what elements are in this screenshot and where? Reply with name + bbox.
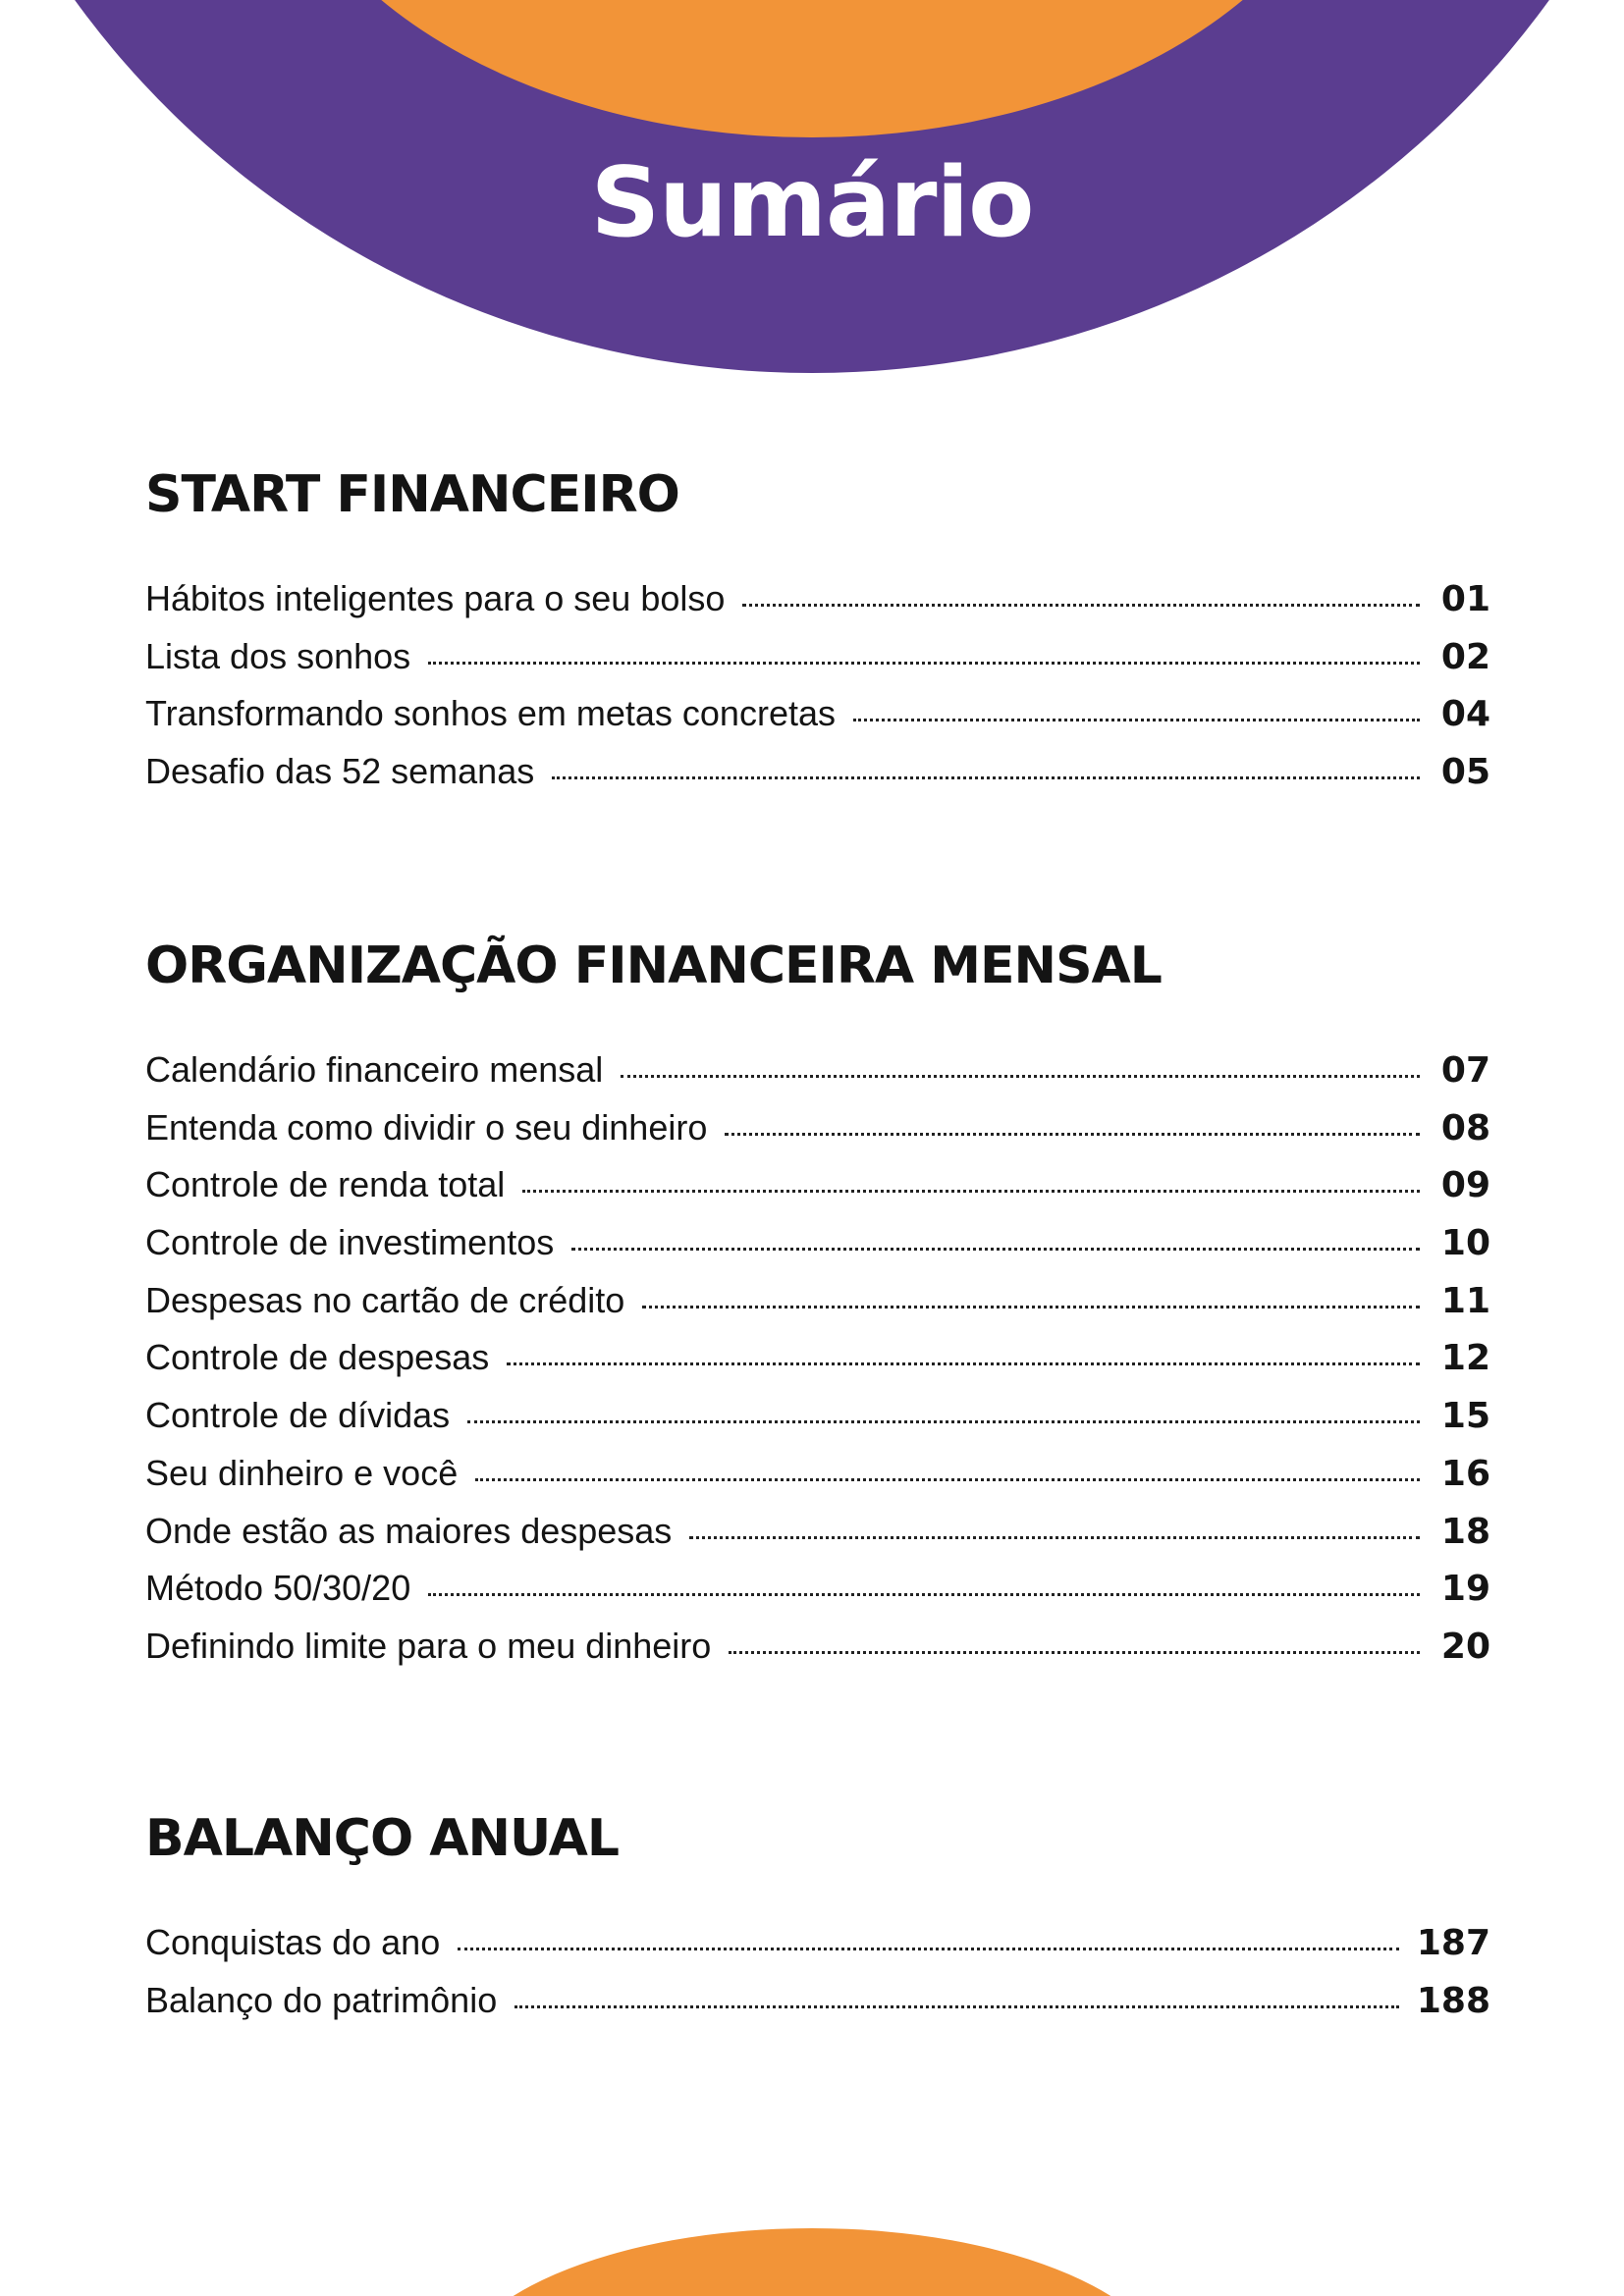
toc-entry[interactable] — [145, 1214, 1490, 1272]
toc-entry[interactable] — [145, 570, 1490, 628]
toc-entry[interactable] — [145, 1445, 1490, 1503]
entry-page-number: 04 — [1440, 694, 1490, 735]
entry-title: Calendário financeiro mensal — [145, 1049, 604, 1090]
entry-title: Despesas no cartão de crédito — [145, 1279, 625, 1320]
entry-page-number: 07 — [1440, 1050, 1490, 1091]
entry-page-number: 02 — [1440, 636, 1490, 677]
entry-page-number: 08 — [1440, 1107, 1490, 1148]
toc-section-organizacao-financeira-mensal — [145, 936, 1490, 1676]
entry-title: Transformando sonhos em metas concretas — [145, 693, 836, 734]
dotted-leader — [642, 1306, 1420, 1308]
toc-entry[interactable] — [145, 1914, 1490, 1972]
entry-title: Hábitos inteligentes para o seu bolso — [145, 578, 726, 618]
dotted-leader — [428, 662, 1420, 665]
dotted-leader — [522, 1190, 1420, 1193]
toc-entry[interactable] — [145, 1972, 1490, 2030]
toc-entry-list — [145, 1914, 1490, 2029]
dotted-leader — [853, 719, 1420, 721]
dotted-leader — [571, 1248, 1420, 1251]
entry-page-number: 11 — [1440, 1280, 1490, 1321]
entry-title: Controle de renda total — [145, 1164, 506, 1205]
section-heading: BALANÇO ANUAL — [145, 1809, 620, 1868]
dotted-leader — [725, 1133, 1420, 1136]
entry-page-number: 188 — [1416, 1980, 1490, 2021]
toc-entry-list — [145, 1041, 1490, 1676]
entry-page-number: 19 — [1440, 1569, 1490, 1610]
dotted-leader — [428, 1593, 1420, 1596]
entry-page-number: 15 — [1440, 1396, 1490, 1437]
entry-page-number: 187 — [1416, 1923, 1490, 1963]
entry-title: Controle de despesas — [145, 1337, 490, 1378]
toc-section-start-financeiro — [145, 465, 1490, 801]
toc-entry[interactable] — [145, 685, 1490, 743]
section-heading: ORGANIZAÇÃO FINANCEIRA MENSAL — [145, 936, 1162, 995]
dotted-leader — [729, 1651, 1420, 1654]
entry-title: Método 50/30/20 — [145, 1568, 411, 1609]
entry-page-number: 18 — [1440, 1511, 1490, 1552]
entry-page-number: 10 — [1440, 1223, 1490, 1264]
toc-entry[interactable] — [145, 743, 1490, 801]
entry-title: Desafio das 52 semanas — [145, 751, 535, 792]
toc-entry[interactable] — [145, 1099, 1490, 1157]
dotted-leader — [621, 1075, 1420, 1078]
entry-page-number: 16 — [1440, 1453, 1490, 1494]
page-title: Sumário — [590, 147, 1034, 259]
entry-page-number: 09 — [1440, 1165, 1490, 1206]
entry-page-number: 05 — [1440, 752, 1490, 793]
toc-entry[interactable] — [145, 1329, 1490, 1387]
dotted-leader — [475, 1478, 1420, 1481]
toc-entry[interactable] — [145, 1156, 1490, 1214]
entry-title: Seu dinheiro e você — [145, 1452, 459, 1493]
entry-title: Controle de dívidas — [145, 1395, 451, 1436]
entry-page-number: 12 — [1440, 1338, 1490, 1379]
entry-title: Controle de investimentos — [145, 1222, 555, 1263]
orange-bottom-arc — [449, 2228, 1175, 2296]
toc-entry[interactable] — [145, 1387, 1490, 1445]
toc-entry[interactable] — [145, 1503, 1490, 1561]
dotted-leader — [689, 1536, 1420, 1539]
toc-entry[interactable] — [145, 1272, 1490, 1330]
section-heading: START FINANCEIRO — [145, 465, 679, 524]
entry-title: Balanço do patrimônio — [145, 1979, 498, 2020]
toc-entry[interactable] — [145, 1041, 1490, 1099]
toc-entry[interactable] — [145, 1560, 1490, 1618]
toc-entry[interactable] — [145, 628, 1490, 686]
entry-title: Lista dos sonhos — [145, 635, 411, 676]
dotted-leader — [507, 1362, 1420, 1365]
dotted-leader — [742, 604, 1420, 607]
entry-title: Onde estão as maiores despesas — [145, 1510, 673, 1551]
entry-title: Definindo limite para o meu dinheiro — [145, 1625, 712, 1666]
entry-page-number: 01 — [1440, 579, 1490, 619]
entry-title: Entenda como dividir o seu dinheiro — [145, 1106, 708, 1148]
toc-section-balanco-anual — [145, 1809, 1490, 2029]
toc-entry[interactable] — [145, 1618, 1490, 1676]
entry-page-number: 20 — [1440, 1626, 1490, 1667]
dotted-leader — [514, 2005, 1399, 2008]
entry-title: Conquistas do ano — [145, 1922, 441, 1962]
dotted-leader — [552, 776, 1420, 779]
dotted-leader — [458, 1948, 1399, 1950]
dotted-leader — [467, 1420, 1420, 1423]
toc-entry-list — [145, 570, 1490, 801]
